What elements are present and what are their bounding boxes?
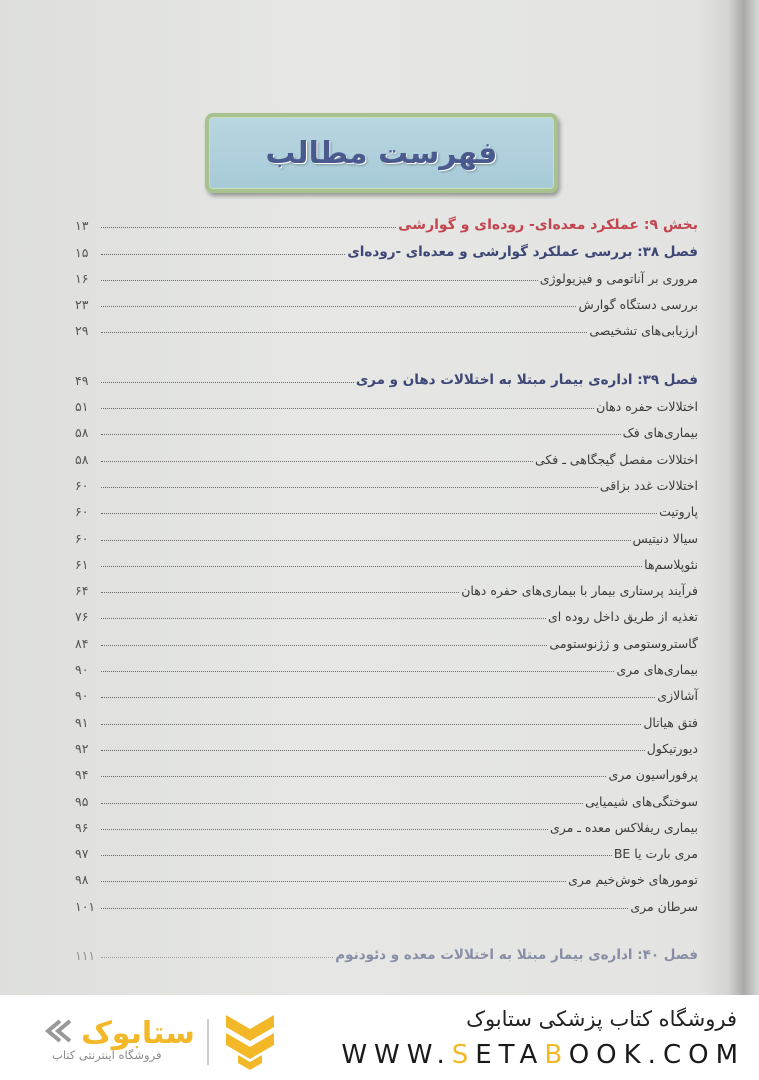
toc-entry-label: فرآیند پرستاری بیمار با بیماری‌های حفره دهان [461, 583, 698, 599]
dot-leader [101, 254, 345, 255]
toc-item-row[interactable] [75, 440, 698, 466]
toc-item-row[interactable] [75, 312, 698, 338]
url-part: OOK.COM [568, 1040, 745, 1070]
toc-page-number: ۶۱ [75, 556, 89, 572]
dot-leader [101, 618, 546, 619]
toc-page-number: ۱۵ [75, 244, 89, 260]
url-part: ETA [475, 1040, 545, 1070]
toc-page-number: ۵۸ [75, 451, 89, 467]
toc-entry-label: مروری بر آناتومی و فیزیولوژی [539, 270, 698, 286]
toc-item-row[interactable] [75, 677, 698, 703]
toc-page-number: ۱۳ [75, 218, 89, 234]
toc-entry-label: پرفوراسیون مری [608, 767, 698, 783]
toc-item-row[interactable] [75, 260, 698, 286]
toc-page-number: ۲۳ [75, 297, 89, 313]
toc-page-number: ۶۰ [75, 477, 89, 493]
toc-item-row[interactable] [75, 286, 698, 312]
toc-page-number: ۶۴ [75, 583, 89, 599]
logo-subtitle: فروشگاه اینترنتی کتاب [52, 1048, 162, 1062]
toc-entry-label: سیالا دنیتیس [632, 530, 698, 546]
toc-item-row[interactable] [75, 651, 698, 677]
toc-page-number: ۱۱۱ [75, 948, 96, 964]
toc-entry-label: اختلالات غدد بزاقی [599, 477, 698, 493]
dot-leader [101, 227, 396, 228]
toc-entry-label: دیورتیکول [646, 740, 698, 756]
toc-entry-label: فصل ۴۰: اداره‌ی بیمار مبتلا به اختلالات معده و دئودنوم [335, 947, 698, 964]
toc-entry-label: پاروتیت [659, 504, 698, 520]
toc-page-number: ۹۰ [75, 688, 89, 704]
dot-leader [101, 881, 566, 882]
toc-entry-label: بیماری‌های مری [616, 662, 698, 678]
shop-name: فروشگاه کتاب پزشکی ستابوک [466, 1007, 737, 1031]
dot-leader [101, 280, 538, 281]
toc-spacer [75, 338, 698, 361]
toc-page-number: ۹۷ [75, 846, 89, 862]
toc-item-row[interactable] [75, 782, 698, 808]
toc-item-row[interactable] [75, 809, 698, 835]
dot-leader [101, 434, 621, 435]
toc-entry-label: اختلالات مفصل گیجگاهی ـ فکی [534, 451, 698, 467]
toc-entry-label: ارزیابی‌های تشخیصی [589, 323, 698, 339]
toc-item-row[interactable] [75, 519, 698, 545]
toc-page-number: ۹۴ [75, 767, 89, 783]
toc-item-row[interactable] [75, 861, 698, 887]
toc-entry-label: آشالازی [657, 688, 698, 704]
toc-entry-label: فتق هیاتال [643, 714, 698, 730]
toc-page-number: ۹۵ [75, 793, 89, 809]
setabook-logo [38, 1007, 288, 1072]
toc-page-number: ۹۸ [75, 872, 89, 888]
toc-item-row[interactable] [75, 835, 698, 861]
toc-entry-label: بیماری‌های فک [622, 425, 698, 441]
url-part-highlight: S [451, 1040, 476, 1070]
dot-leader [101, 829, 548, 830]
toc-entry-label: گاستروستومی و ژژنوستومی [549, 635, 698, 651]
dot-leader [101, 408, 594, 409]
toc-page-number: ۱۰۱ [75, 898, 96, 914]
toc-entry-label: فصل ۳۸: بررسی عملکرد گوارشی و معده‌ای -روده‌ای [347, 243, 698, 260]
dot-leader [101, 776, 606, 777]
dot-leader [101, 645, 547, 646]
page-title: فهرست مطالب [265, 135, 498, 171]
toc-page-number: ۶۰ [75, 504, 89, 520]
toc-entry-label: بررسی دستگاه گوارش [578, 297, 698, 313]
toc-entry-label: بخش ۹: عملکرد معده‌ای- روده‌ای و گوارشی [398, 217, 698, 234]
dot-leader [101, 957, 333, 958]
dot-leader [101, 724, 641, 725]
dot-leader [101, 855, 612, 856]
url-part-highlight: B [544, 1040, 569, 1070]
toc-item-row[interactable] [75, 493, 698, 519]
toc-item-row[interactable] [75, 546, 698, 572]
toc-page-number: ۸۴ [75, 635, 89, 651]
toc-page-number: ۱۶ [75, 270, 89, 286]
toc-section-row[interactable] [75, 207, 698, 233]
dot-leader [101, 332, 587, 333]
toc-item-row[interactable] [75, 414, 698, 440]
toc-item-row[interactable] [75, 756, 698, 782]
dot-leader [101, 513, 657, 514]
toc-chapter-row[interactable] [75, 233, 698, 259]
toc-entry-label: تومورهای خوش‌خیم مری [568, 872, 698, 888]
dot-leader [101, 306, 576, 307]
dot-leader [101, 540, 631, 541]
toc-page-number: ۹۶ [75, 819, 89, 835]
toc-spacer [75, 914, 698, 937]
toc-entry-label: تغذیه از طریق داخل روده ای [547, 609, 698, 625]
toc-page-number: ۹۰ [75, 662, 89, 678]
dot-leader [101, 908, 628, 909]
dot-leader [101, 592, 459, 593]
toc-entry-label: بیماری ریفلاکس معده ـ مری [549, 819, 698, 835]
logo-wordmark: ستابوک [81, 1016, 195, 1051]
title-banner [205, 113, 558, 193]
dot-leader [101, 461, 533, 462]
toc-item-row[interactable] [75, 572, 698, 598]
toc-page-number: ۷۶ [75, 609, 89, 625]
toc-page-number: ۹۲ [75, 740, 89, 756]
table-of-contents [75, 207, 698, 963]
chevron-logo-icon [226, 1015, 274, 1070]
toc-item-row[interactable] [75, 703, 698, 729]
toc-page-number: ۵۸ [75, 425, 89, 441]
toc-page-number: ۲۹ [75, 323, 89, 339]
toc-page-number: ۹۱ [75, 714, 89, 730]
shop-url[interactable] [341, 1040, 745, 1070]
dot-leader [101, 750, 645, 751]
toc-item-row[interactable] [75, 598, 698, 624]
dot-leader [101, 487, 598, 488]
toc-item-row[interactable] [75, 388, 698, 414]
toc-page-number: ۶۰ [75, 530, 89, 546]
toc-entry-label: نئوپلاسم‌ها [644, 556, 698, 572]
toc-entry-label: اختلالات حفره دهان [596, 399, 698, 415]
toc-item-row[interactable] [75, 730, 698, 756]
toc-item-row[interactable] [75, 624, 698, 650]
toc-entry-label: فصل ۳۹: اداره‌ی بیمار مبتلا به اختلالات دهان و مری [355, 371, 698, 388]
toc-page-number: ۴۹ [75, 372, 89, 388]
toc-page-number: ۵۱ [75, 399, 89, 415]
toc-entry-label: سوختگی‌های شیمیایی [585, 793, 698, 809]
dot-leader [101, 803, 583, 804]
toc-entry-label: سرطان مری [630, 898, 698, 914]
toc-item-row[interactable] [75, 467, 698, 493]
dot-leader [101, 382, 354, 383]
url-part: WWW. [341, 1040, 452, 1070]
toc-item-row[interactable] [75, 887, 698, 913]
toc-entry-label: مری بارت یا BE [613, 846, 698, 862]
dot-leader [101, 697, 655, 698]
dot-leader [101, 566, 642, 567]
toc-chapter-row[interactable] [75, 361, 698, 387]
double-chevron-left-icon [48, 1021, 70, 1041]
dot-leader [101, 671, 614, 672]
toc-chapter-row[interactable] [75, 937, 698, 963]
